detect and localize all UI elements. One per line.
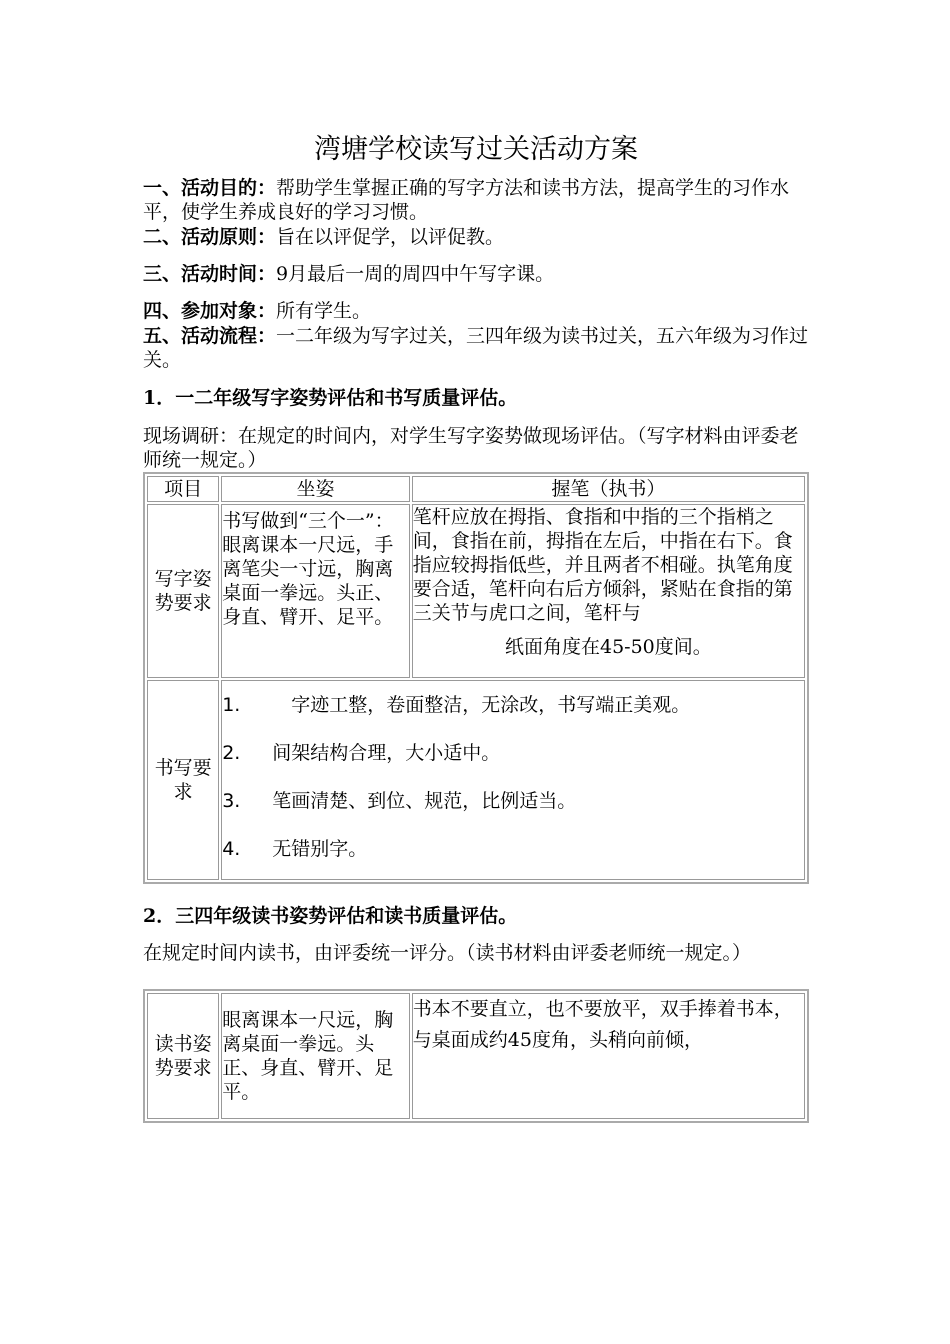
list-item-number: 4. — [222, 838, 241, 860]
cell-writing-requirements — [221, 680, 805, 880]
list-item — [222, 681, 804, 729]
section-process — [143, 324, 809, 372]
table-header-row — [147, 476, 805, 502]
section-purpose-text: 帮助学生掌握正确的写字方法和读书方法，提高学生的习作水平，使学生养成良好的学习习惯。 — [143, 177, 790, 223]
header-sitting: 坐姿 — [221, 476, 410, 502]
cell-grip-text: 笔杆应放在拇指、食指和中指的三个指梢之间，食指在前，拇指在左后，中指在右下。食指应较拇指低些，并且两者不相碰。执笔角度要合适，笔杆向右后方倾斜，紧贴在食指的第三关节与虎口之间，笔杆与 — [412, 506, 793, 624]
section-time-label: 三、活动时间： — [143, 263, 277, 285]
section-process-label: 五、活动流程： — [143, 325, 277, 347]
row-label-writing-requirements: 书写要求 — [147, 680, 219, 880]
list-item-number: 2. — [222, 742, 241, 764]
row-label-writing-posture: 写字姿势要求 — [147, 504, 219, 678]
section-time — [143, 262, 809, 286]
part2-heading: 2．三四年级读书姿势评估和读书质量评估。 — [143, 905, 518, 927]
list-item-number: 1. — [222, 694, 241, 716]
list-item — [222, 777, 804, 825]
cell-grip-posture — [412, 504, 805, 678]
writing-assessment-table — [143, 472, 809, 884]
part1-intro: 现场调研：在规定的时间内，对学生写字姿势做现场评估。（写字材料由评委老师统一规定。） — [143, 425, 799, 471]
section-principle — [143, 225, 809, 249]
part1-heading: 1．一二年级写字姿势评估和书写质量评估。 — [143, 387, 518, 409]
table-row — [147, 680, 805, 880]
row-label-reading-posture: 读书姿势要求 — [147, 993, 219, 1119]
list-item-number: 3. — [222, 790, 241, 812]
list-item — [222, 825, 804, 873]
section-time-text: 9月最后一周的周四中午写字课。 — [276, 263, 555, 285]
section-principle-text: 旨在以评促学，以评促教。 — [276, 226, 505, 248]
section-participants-label: 四、参加对象： — [143, 300, 277, 322]
header-item: 项目 — [147, 476, 219, 502]
reading-assessment-table — [143, 989, 809, 1123]
cell-sitting-posture — [221, 504, 410, 678]
cell-sitting-posture-text: 书写做到“三个一”：眼离课本一尺远，手离笔尖一寸远，胸离桌面一拳远。头正、身直、臂开、足平。 — [222, 510, 394, 628]
section-process-text: 一二年级为写字过关，三四年级为读书过关，五六年级为习作过关。 — [143, 325, 809, 371]
section-purpose — [143, 176, 809, 224]
section-principle-label: 二、活动原则： — [143, 226, 277, 248]
part2-intro: 在规定时间内读书，由评委统一评分。（读书材料由评委老师统一规定。） — [143, 942, 752, 964]
header-grip: 握笔（执书） — [412, 476, 805, 502]
list-item — [222, 729, 804, 777]
list-item-text: 无错别字。 — [272, 838, 368, 860]
section-participants — [143, 299, 809, 323]
cell-reading-book — [412, 993, 805, 1119]
table-row — [147, 993, 805, 1119]
list-item-text: 间架结构合理，大小适中。 — [272, 742, 501, 764]
section-purpose-label: 一、活动目的： — [143, 177, 277, 199]
list-item-text: 笔画清楚、到位、规范，比例适当。 — [272, 790, 577, 812]
requirements-list — [222, 681, 804, 873]
table-row — [147, 504, 805, 678]
cell-grip-angle: 纸面角度在45-50度间。 — [505, 636, 712, 658]
cell-reading-book-text: 书本不要直立，也不要放平，双手捧着书本，与桌面成约45度角，头稍向前倾， — [412, 998, 793, 1051]
list-item-text: 字迹工整，卷面整洁，无涂改，书写端正美观。 — [272, 694, 691, 716]
section-participants-text: 所有学生。 — [276, 300, 372, 322]
page-title: 湾塘学校读写过关活动方案 — [314, 134, 638, 165]
cell-reading-sitting: 眼离课本一尺远，胸离桌面一拳远。头正、身直、臂开、足平。 — [221, 993, 410, 1119]
